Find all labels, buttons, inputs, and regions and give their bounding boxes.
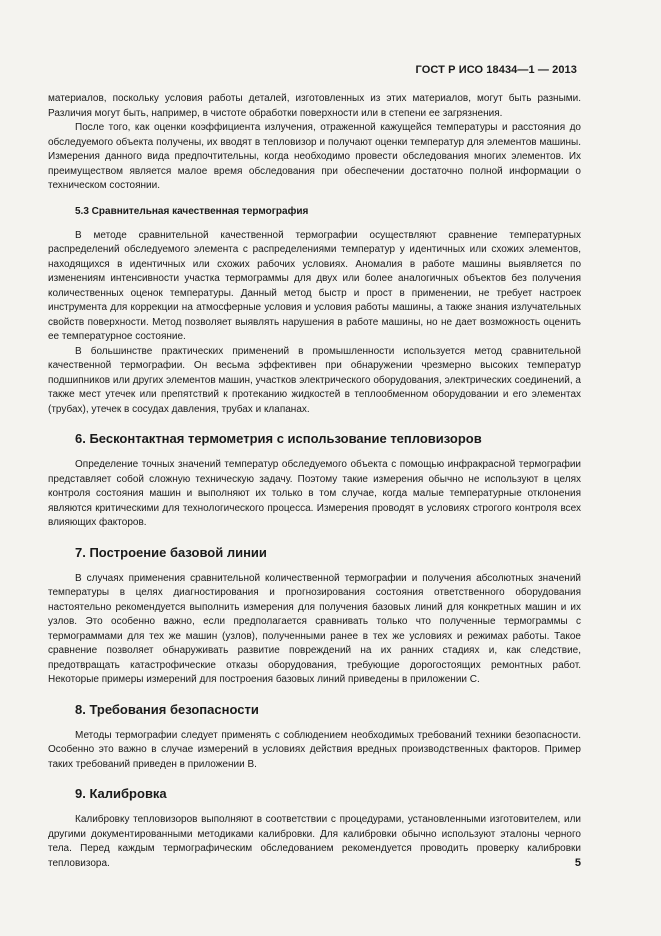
standard-header: ГОСТ Р ИСО 18434—1 — 2013 — [415, 64, 577, 76]
section-7-title: 7. Построение базовой линии — [75, 544, 267, 560]
section-9-paragraph-1: Калибровку тепловизоров выполняют в соответствии с процедурами, установленными изготовителем, или другими документированными методиками калибровки. Для калибровки обычно используют эталоны черного тела. Перед каждым термографическим обследованием рекомендуется проводить проверку калибровки тепловизора. — [48, 814, 581, 869]
section-8-title: 8. Требования безопасности — [75, 701, 259, 717]
section-5-3-title: 5.3 Сравнительная качественная термография — [75, 205, 309, 217]
section-6-title: 6. Бесконтактная термометрия с использование тепловизоров — [75, 431, 482, 446]
section-5-3-paragraph-1: В методе сравнительной качественной термографии осуществляют сравнение температурных распределений обследуемого элемента с распределениями температур у идентичных или схожих элементов, находящихся в идентичных или схожих рабочих условиях. Аномалия в работе машины выявляется по изменениям интенсивности участка термограммы для двух или более аналогичных объектов без получения количественных оценок температуры. Данный метод быстр и прост в применении, не требует настроек инструмента для коррекции на атмосферные условия и условия работы машины, а также знания излучательных свойств поверхности. Метод позволяет выявлять нарушения в работе машины, но не дает возможность оценить ее температурное состояние. — [48, 229, 581, 342]
document-body — [48, 92, 581, 871]
intro-paragraph-1: материалов, поскольку условия работы деталей, изготовленных из этих материалов, могут быть разными. Различия могут быть, например, в чистоте обработки поверхности или в степени ее загрязнения. — [48, 93, 581, 119]
section-9-title: 9. Калибровка — [75, 786, 167, 801]
section-7-paragraph-1: В случаях применения сравнительной количественной термографии и получения абсолютных значений температуры в целях диагностирования и прогнозирования состояния ответственного оборудования настоятельно рекомендуется выполнить измерения для получения базовых линий для конкретных машин и их узлов. Это особенно важно, если предполагается сравнивать только что полученные термограммы с термограммами для тех же машин (узлов), полученными ранее в тех же условиях и режимах работы. Такое сравнение позволяет обнаруживать развитие повреждений на их ранних стадиях и, как следствие, предотвращать катастрофические отказы оборудования, требующие дорогостоящих ремонтных работ. Некоторые примеры измерений для построения базовых линий приведены в приложении С. — [48, 572, 581, 685]
section-5-3-paragraph-2: В большинстве практических применений в промышленности используется метод сравнительной качественной термографии. Он весьма эффективен при обнаружении чрезмерно высоких температур подшипников или других элементов машин, участков электрического оборудования, электрических соединений, а также мест утечек или препятствий к протеканию жидкостей в теплообменном оборудовании и его элементах (трубах), утечек в сосудах давления, трубах и клапанах. — [48, 345, 581, 415]
page-number: 5 — [574, 857, 581, 869]
section-8-paragraph-1: Методы термографии следует применять с соблюдением необходимых требований техники безопасности. Особенно это важно в случае измерений в условиях действия вредных производственных факторов. Пример таких требований приведен в приложении В. — [48, 729, 581, 770]
section-6-paragraph-1: Определение точных значений температур обследуемого объекта с помощью инфракрасной термографии представляет собой сложную техническую задачу. Поэтому такие измерения обычно не используют в целях контроля состояния машин и выполняют их только в том случае, когда малые температурные отклонения являются критическими для технологического процесса. Измерения проводят в условиях строгого контроля всех влияющих факторов. — [48, 459, 581, 528]
intro-paragraph-2: После того, как оценки коэффициента излучения, отраженной кажущейся температуры и расстояния до обследуемого объекта получены, их вводят в тепловизор и получают оценки температур для элементов машины. Измерения данного вида предпочтительны, когда необходимо провести обследования многих элементов. Их преимуществом является малое время обследования при обеспечении достаточно полной информации о техническом состоянии. — [48, 122, 581, 191]
